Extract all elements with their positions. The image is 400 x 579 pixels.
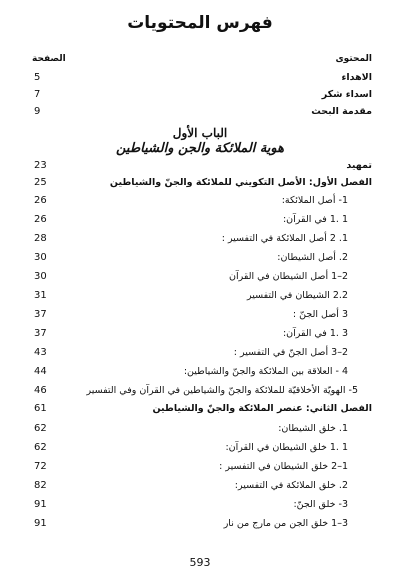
toc-entry-text: 2. خلق الملائكة في التفسير: bbox=[234, 480, 348, 491]
toc-entry bbox=[34, 403, 372, 419]
page-column-header: الصفحة bbox=[32, 54, 66, 64]
toc-entry-text: اسداء شكر bbox=[321, 89, 372, 100]
toc-entry-page: 91 bbox=[34, 499, 47, 510]
toc-entry bbox=[34, 214, 372, 230]
toc-entry-text: 2. أصل الشيطان: bbox=[277, 252, 348, 263]
toc-entry-page: 91 bbox=[34, 518, 47, 529]
toc-entry bbox=[34, 72, 372, 88]
toc-entry-page: 9 bbox=[34, 106, 41, 117]
toc-entry-text: 3–1 خلق الجن من مارج من نار bbox=[223, 518, 348, 529]
toc-entry-text: 3 .1 في القرآن: bbox=[282, 328, 348, 339]
toc-entry-text: 5- الهويّة الأخلاقيّة للملائكة والجنّ والشياطين في القرآن وفي التفسير bbox=[86, 385, 358, 396]
toc-entry bbox=[34, 385, 372, 401]
content-column-header: المحتوى bbox=[335, 54, 372, 64]
toc-entry bbox=[34, 252, 372, 268]
toc-entry bbox=[34, 309, 372, 325]
toc-entry bbox=[34, 160, 372, 176]
toc-entry-page: 43 bbox=[34, 347, 47, 358]
toc-entry bbox=[34, 177, 372, 193]
toc-entry-page: 61 bbox=[34, 403, 47, 414]
toc-entry-page: 25 bbox=[34, 177, 47, 188]
toc-entry bbox=[34, 347, 372, 363]
toc-entry bbox=[34, 271, 372, 287]
toc-entry-text: الاهداء bbox=[341, 72, 372, 83]
toc-entry-text: الفصل الأول: الأصل التكويني للملائكة والجنّ والشياطين bbox=[109, 177, 372, 188]
toc-entry-page: 62 bbox=[34, 442, 47, 453]
toc-entry bbox=[34, 461, 372, 477]
toc-entry-text: الفصل الثاني: عنصر الملائكة والجنّ والشياطين bbox=[152, 403, 372, 414]
toc-entry bbox=[34, 480, 372, 496]
toc-entry-page: 72 bbox=[34, 461, 47, 472]
toc-entry-page: 26 bbox=[34, 195, 47, 206]
toc-entry-page: 82 bbox=[34, 480, 47, 491]
toc-entry bbox=[34, 89, 372, 105]
toc-entry-page: 7 bbox=[34, 89, 41, 100]
toc-entry-text: 2–3 أصل الجنّ في التفسير : bbox=[233, 347, 348, 358]
toc-entry-page: 30 bbox=[34, 252, 47, 263]
toc-entry bbox=[34, 195, 372, 211]
toc-entry-page: 44 bbox=[34, 366, 47, 377]
toc-entry-text: 1 .1 في القرآن: bbox=[282, 214, 348, 225]
toc-entry-page: 31 bbox=[34, 290, 47, 301]
toc-entry-text: 1 .1 خلق الشيطان في القرآن: bbox=[225, 442, 348, 453]
toc-entry-page: 37 bbox=[34, 328, 47, 339]
toc-entry-page: 37 bbox=[34, 309, 47, 320]
toc-entry bbox=[34, 290, 372, 306]
toc-entry-page: 23 bbox=[34, 160, 47, 171]
page-number: 593 bbox=[189, 556, 211, 569]
toc-entry bbox=[34, 366, 372, 382]
toc-entry-text: مقدمة البحث bbox=[311, 106, 372, 117]
page-title: فهرس المحتويات bbox=[127, 13, 273, 33]
toc-entry-text: 1- أصل الملائكة: bbox=[281, 195, 348, 206]
toc-entry bbox=[34, 328, 372, 344]
toc-entry-page: 28 bbox=[34, 233, 47, 244]
toc-entry bbox=[34, 423, 372, 439]
chapter-title: الباب الأول bbox=[172, 126, 228, 140]
toc-entry bbox=[34, 106, 372, 122]
toc-entry bbox=[34, 442, 372, 458]
toc-entry-text: 1. 2 أصل الملائكة في التفسير : bbox=[221, 233, 348, 244]
chapter-subtitle: هوية الملائكة والجن والشياطين bbox=[116, 141, 284, 156]
toc-entry-text: 3- خلق الجنّ: bbox=[293, 499, 348, 510]
toc-entry bbox=[34, 499, 372, 515]
toc-entry bbox=[34, 233, 372, 249]
toc-entry-text: تمهيد bbox=[346, 160, 372, 171]
toc-entry-page: 5 bbox=[34, 72, 41, 83]
toc-entry-page: 62 bbox=[34, 423, 47, 434]
toc-entry-page: 46 bbox=[34, 385, 47, 396]
toc-entry-text: 3 أصل الجنّ : bbox=[292, 309, 348, 320]
toc-entry-text: 1. خلق الشيطان: bbox=[278, 423, 348, 434]
toc-entry bbox=[34, 518, 372, 534]
toc-entry-page: 30 bbox=[34, 271, 47, 282]
toc-entry-text: 2.2 الشيطان في التفسير bbox=[247, 290, 348, 301]
toc-entry-text: 1–2 خلق الشيطان في التفسير : bbox=[219, 461, 348, 472]
toc-entry-page: 26 bbox=[34, 214, 47, 225]
toc-entry-text: 4 - العلاقة بين الملائكة والجنّ والشياطين: bbox=[183, 366, 348, 377]
toc-entry-text: 2–1 أصل الشيطان في القرآن bbox=[228, 271, 348, 282]
